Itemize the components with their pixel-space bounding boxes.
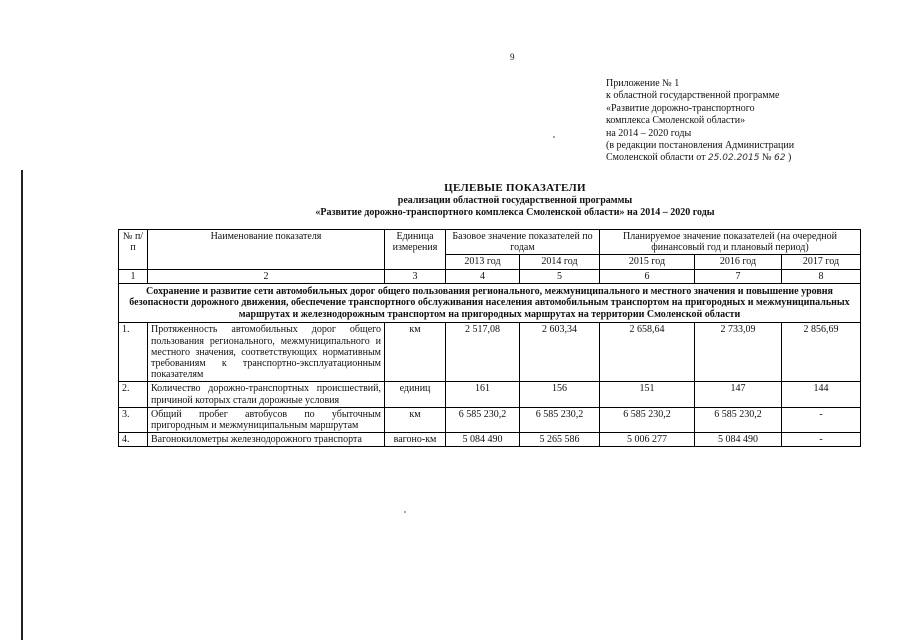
- row-value-2013: 2 517,08: [446, 323, 520, 382]
- table-row: [119, 433, 861, 447]
- appendix-line: (в редакции постановления Администрации: [606, 140, 795, 152]
- row-value-2013: 6 585 230,2: [446, 407, 520, 432]
- header-year-2015: 2015 год: [600, 255, 695, 269]
- appendix-block: [606, 78, 794, 165]
- header-num: № п/п: [119, 230, 148, 270]
- scan-edge-line: [21, 170, 23, 640]
- header-unit: Единица измерения: [385, 230, 446, 270]
- appendix-last-line: [606, 152, 794, 164]
- row-value-2017: 2 856,69: [782, 323, 861, 382]
- column-number: 5: [520, 269, 600, 283]
- header-year-2014: 2014 год: [520, 255, 600, 269]
- column-number: 8: [782, 269, 861, 283]
- row-name: Количество дорожно-транспортных происшествий, причиной которых стали дорожные условия: [148, 382, 385, 407]
- row-unit: единиц: [385, 382, 446, 407]
- appendix-line: «Развитие дорожно-транспортного: [606, 102, 755, 114]
- row-value-2015: 5 006 277: [600, 433, 695, 447]
- row-unit: км: [385, 407, 446, 432]
- handwritten-number: 62: [774, 153, 786, 164]
- column-number: 7: [695, 269, 782, 283]
- header-planned-group: Планируемое значение показателей (на очередной финансовый год и плановый период): [600, 230, 861, 255]
- column-number: 1: [119, 269, 148, 283]
- header-year-2016: 2016 год: [695, 255, 782, 269]
- row-value-2015: 2 658,64: [600, 323, 695, 382]
- row-name: Вагонокилометры железнодорожного транспорта: [148, 433, 385, 447]
- row-num: 4.: [119, 433, 148, 447]
- table-row: [119, 407, 861, 432]
- row-value-2016: 2 733,09: [695, 323, 782, 382]
- row-value-2014: 2 603,34: [520, 323, 600, 382]
- header-name: Наименование показателя: [148, 230, 385, 270]
- table-row: [119, 323, 861, 382]
- row-value-2017: -: [782, 407, 861, 432]
- table-row: [119, 382, 861, 407]
- column-number: 4: [446, 269, 520, 283]
- row-num: 3.: [119, 407, 148, 432]
- title-line-1: ЦЕЛЕВЫЕ ПОКАЗАТЕЛИ: [444, 182, 586, 194]
- row-value-2017: 144: [782, 382, 861, 407]
- page-number: 9: [510, 52, 515, 62]
- row-unit: вагоно-км: [385, 433, 446, 447]
- indicators-table: [118, 229, 861, 447]
- appendix-line: Приложение № 1: [606, 78, 680, 89]
- header-base-group: Базовое значение показателей по годам: [446, 230, 600, 255]
- appendix-line: комплекса Смоленской области»: [606, 115, 746, 127]
- appendix-suffix: ): [787, 152, 792, 164]
- section-title: Сохранение и развитие сети автомобильных дорог общего пользования регионального, межмуниципального и местного значения и повышение уровня безопасности дорожного движения, обеспечение транспортного обслуживания населения автомобильным транспортом на пригородных и межмуниципальных маршрутах и железнодорожным транспортом на пригородных маршрутах на территории Смоленской области: [119, 283, 861, 323]
- row-value-2016: 5 084 490: [695, 433, 782, 447]
- row-value-2014: 5 265 586: [520, 433, 600, 447]
- scan-speck: [404, 511, 406, 513]
- header-year-2013: 2013 год: [446, 255, 520, 269]
- row-value-2016: 6 585 230,2: [695, 407, 782, 432]
- row-unit: км: [385, 323, 446, 382]
- handwritten-date: 25.02.2015: [707, 153, 760, 164]
- row-value-2014: 6 585 230,2: [520, 407, 600, 432]
- row-value-2014: 156: [520, 382, 600, 407]
- row-value-2015: 6 585 230,2: [600, 407, 695, 432]
- row-value-2015: 151: [600, 382, 695, 407]
- row-name: Протяженность автомобильных дорог общего пользования регионального, межмуниципального и местного значения, соответствующих нормативным требованиям к транспортно-эксплуатационным показателям: [148, 323, 385, 382]
- scan-speck: [553, 136, 555, 138]
- document-title: [120, 182, 905, 218]
- number-sign: №: [761, 152, 772, 164]
- row-value-2016: 147: [695, 382, 782, 407]
- title-line-3: «Развитие дорожно-транспортного комплекса Смоленской области» на 2014 – 2020 годы: [315, 207, 715, 218]
- row-value-2013: 5 084 490: [446, 433, 520, 447]
- appendix-prefix: Смоленской области от: [606, 152, 706, 164]
- appendix-line: на 2014 – 2020 годы: [606, 127, 692, 139]
- appendix-line: к областной государственной программе: [606, 90, 780, 102]
- row-value-2017: -: [782, 433, 861, 447]
- header-year-2017: 2017 год: [782, 255, 861, 269]
- column-number: 2: [148, 269, 385, 283]
- row-num: 2.: [119, 382, 148, 407]
- column-number: 6: [600, 269, 695, 283]
- row-num: 1.: [119, 323, 148, 382]
- row-value-2013: 161: [446, 382, 520, 407]
- title-line-2: реализации областной государственной программы: [397, 195, 633, 206]
- column-number: 3: [385, 269, 446, 283]
- row-name: Общий пробег автобусов по убыточным пригородным и межмуниципальным маршрутам: [148, 407, 385, 432]
